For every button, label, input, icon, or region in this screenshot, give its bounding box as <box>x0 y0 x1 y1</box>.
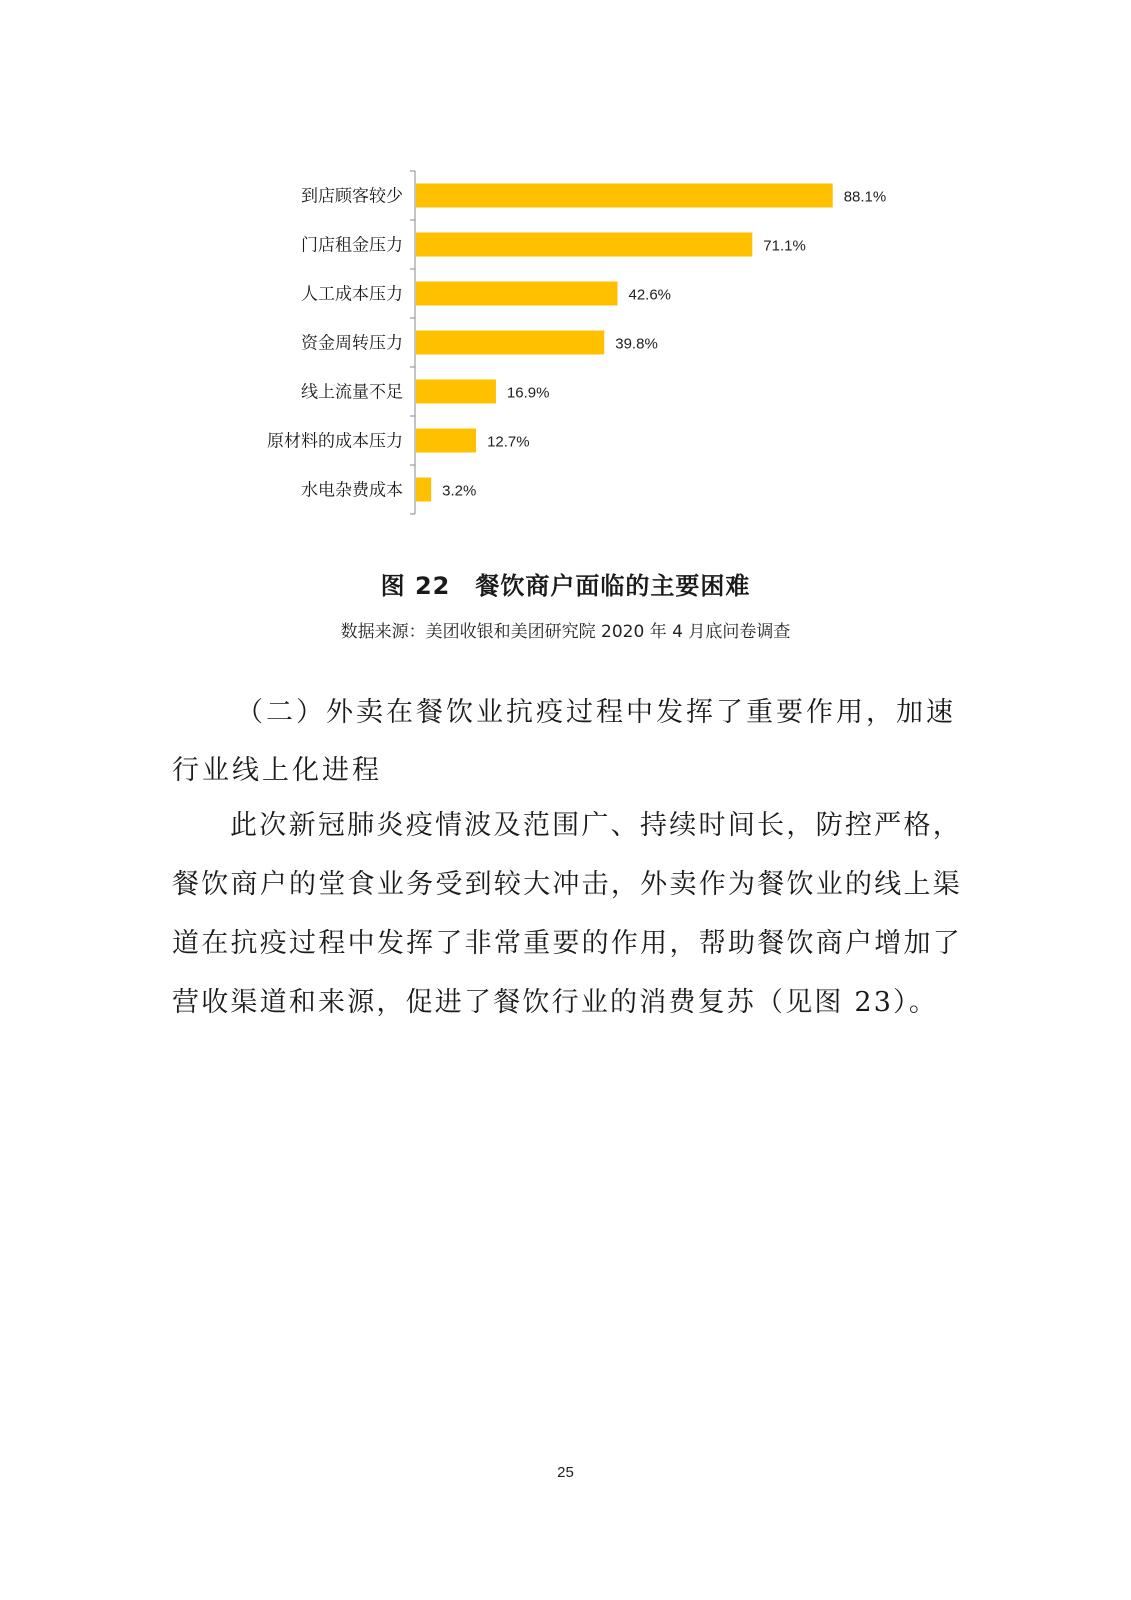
bar <box>416 478 431 502</box>
data-label: 39.8% <box>615 335 658 353</box>
category-label: 到店顾客较少 <box>301 186 403 207</box>
page-number: 25 <box>557 1464 574 1481</box>
data-label: 42.6% <box>628 286 672 304</box>
bar <box>416 331 604 355</box>
section-heading: （二）外卖在餐饮业抗疫过程中发挥了重要作用，加速行业线上化进程 <box>172 697 956 786</box>
figure-title: 图 22 餐饮商户面临的主要困难 <box>380 572 751 600</box>
bar <box>416 233 752 257</box>
chart-axis <box>410 171 415 514</box>
bar <box>416 184 833 208</box>
category-label: 门店租金压力 <box>301 235 403 256</box>
category-label: 资金周转压力 <box>301 333 403 354</box>
bar <box>416 282 617 306</box>
category-label: 水电杂费成本 <box>301 480 403 501</box>
category-label: 人工成本压力 <box>301 284 403 305</box>
category-label: 线上流量不足 <box>301 382 403 403</box>
data-label: 88.1% <box>843 188 887 206</box>
bar-chart <box>0 0 1131 540</box>
data-label: 16.9% <box>506 384 550 402</box>
body-paragraph: 此次新冠肺炎疫情波及范围广、持续时间长，防控严格，餐饮商户的堂食业务受到较大冲击，外卖作为餐饮业的线上渠道在抗疫过程中发挥了非常重要的作用，帮助餐饮商户增加了营收渠道和来源，促进了餐饮行业的消费复苏（见图 23）。 <box>172 810 962 1018</box>
data-label: 3.2% <box>442 482 477 500</box>
figure-source: 数据来源：美团收银和美团研究院 2020 年 4 月底问卷调查 <box>340 622 791 642</box>
bar <box>416 429 476 453</box>
chart-marks <box>267 184 886 502</box>
bar <box>416 380 496 404</box>
data-label: 71.1% <box>763 237 806 255</box>
data-label: 12.7% <box>487 433 530 451</box>
category-label: 原材料的成本压力 <box>267 431 403 452</box>
